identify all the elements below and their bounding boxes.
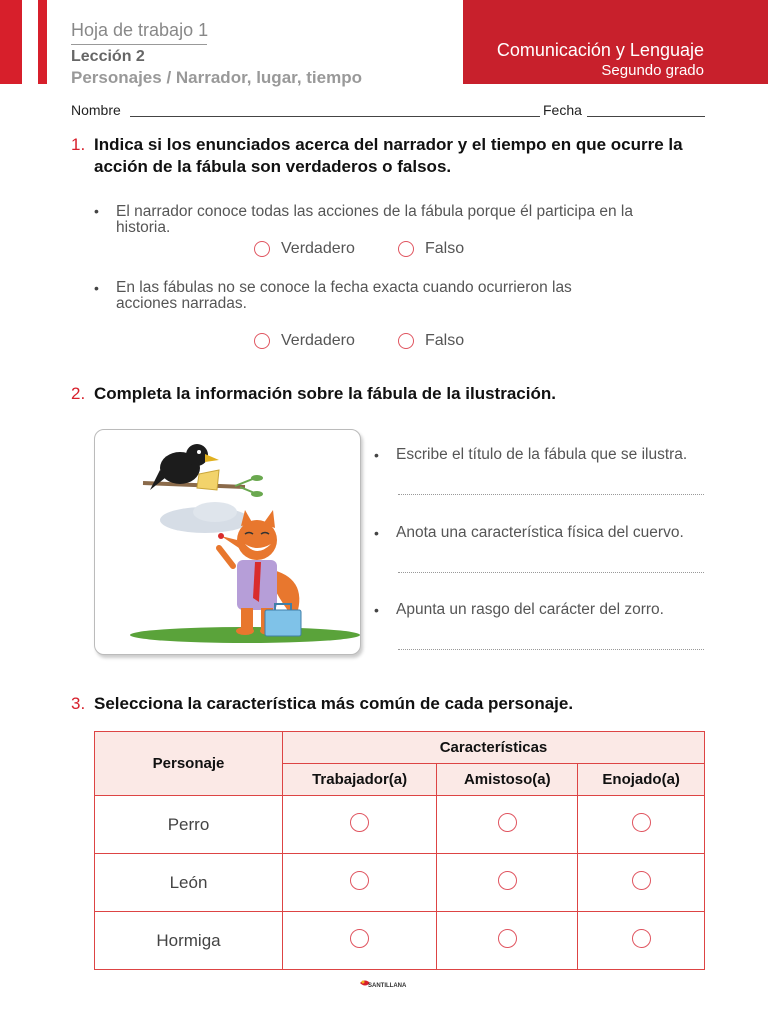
q1-item1-true-label: Verdadero xyxy=(281,240,355,257)
publisher-logo-text: SANTILLANA xyxy=(368,983,407,989)
q1-item2-false-label: Falso xyxy=(425,332,465,349)
sheet-title-underline xyxy=(71,44,207,45)
question-3-text: Selecciona la característica más común de cada personaje. xyxy=(94,694,574,713)
leon-amistoso-radio[interactable] xyxy=(498,871,517,890)
q2-prompt-2: Anota una característica física del cuervo. xyxy=(396,524,684,541)
question-3-number: 3. xyxy=(71,694,86,713)
q1-statement-2: En las fábulas no se conoce la fecha exacta cuando ocurrieron las acciones narradas. xyxy=(116,279,572,312)
name-label: Nombre xyxy=(71,102,121,118)
q1-item1-false-radio[interactable] xyxy=(398,241,414,257)
q2-prompt-3: Apunta un rasgo del carácter del zorro. xyxy=(396,601,664,618)
q1-item1-true-radio[interactable] xyxy=(254,241,270,257)
perro-trabajador-radio[interactable] xyxy=(350,813,369,832)
q1-item1-false-label: Falso xyxy=(425,240,465,257)
characteristics-table xyxy=(94,731,705,970)
perro-amistoso-radio[interactable] xyxy=(498,813,517,832)
table-header-characteristics: Características xyxy=(283,732,705,764)
hormiga-amistoso-radio[interactable] xyxy=(498,929,517,948)
q1-item2-false-radio[interactable] xyxy=(398,333,414,349)
grade-label: Segundo grado xyxy=(601,62,704,79)
table-row xyxy=(95,796,705,854)
cheese-shape xyxy=(197,470,219,490)
subject-title: Comunicación y Lenguaje xyxy=(496,40,704,60)
sheet-title: Hoja de trabajo 1 xyxy=(71,20,209,40)
row-label-perro: Perro xyxy=(95,796,283,854)
question-2-text: Completa la información sobre la fábula de la ilustración. xyxy=(94,384,556,403)
q2-answer-line-2[interactable] xyxy=(398,572,704,573)
bullet: • xyxy=(374,525,379,541)
q1-item2-true-radio[interactable] xyxy=(254,333,270,349)
question-1-number: 1. xyxy=(71,135,86,154)
leon-trabajador-radio[interactable] xyxy=(350,871,369,890)
q1-statement-1: El narrador conoce todas las acciones de la fábula porque él participa en la historia. xyxy=(116,203,633,236)
question-2-number: 2. xyxy=(71,384,86,403)
q2-answer-line-1[interactable] xyxy=(398,494,704,495)
row-label-leon: León xyxy=(95,854,283,912)
hormiga-trabajador-radio[interactable] xyxy=(350,929,369,948)
question-1-text: Indica si los enunciados acerca del narrador y el tiempo en que ocurre la acción de la fábula son verdaderos o falsos. xyxy=(94,135,683,176)
table-header-character: Personaje xyxy=(95,732,283,796)
q1-item2-true-label: Verdadero xyxy=(281,332,355,349)
bullet: • xyxy=(94,203,99,219)
q2-prompt-1: Escribe el título de la fábula que se ilustra. xyxy=(396,446,688,463)
fable-illustration xyxy=(94,429,361,655)
name-field[interactable] xyxy=(130,116,540,117)
crow-head xyxy=(186,444,208,466)
branch-shape xyxy=(143,483,245,487)
table-subheader: Amistoso(a) xyxy=(437,764,578,796)
q2-answer-line-3[interactable] xyxy=(398,649,704,650)
lesson-topic: Personajes / Narrador, lugar, tiempo xyxy=(71,68,362,87)
bullet: • xyxy=(94,280,99,296)
table-row xyxy=(95,854,705,912)
briefcase-shape xyxy=(265,610,301,636)
row-label-hormiga: Hormiga xyxy=(95,912,283,970)
header-accent-bar xyxy=(0,0,22,84)
lesson-title: Lección 2 xyxy=(71,48,145,65)
leon-enojado-radio[interactable] xyxy=(632,871,651,890)
hormiga-enojado-radio[interactable] xyxy=(632,929,651,948)
cloud-shape xyxy=(193,502,237,522)
bullet: • xyxy=(374,447,379,463)
header-accent-bar-thin xyxy=(38,0,47,84)
date-field[interactable] xyxy=(587,116,705,117)
table-subheader: Trabajador(a) xyxy=(283,764,437,796)
table-subheader: Enojado(a) xyxy=(578,764,705,796)
bullet: • xyxy=(374,602,379,618)
date-label: Fecha xyxy=(543,102,582,118)
table-row xyxy=(95,912,705,970)
crow-and-fox-illustration xyxy=(95,430,360,654)
perro-enojado-radio[interactable] xyxy=(632,813,651,832)
